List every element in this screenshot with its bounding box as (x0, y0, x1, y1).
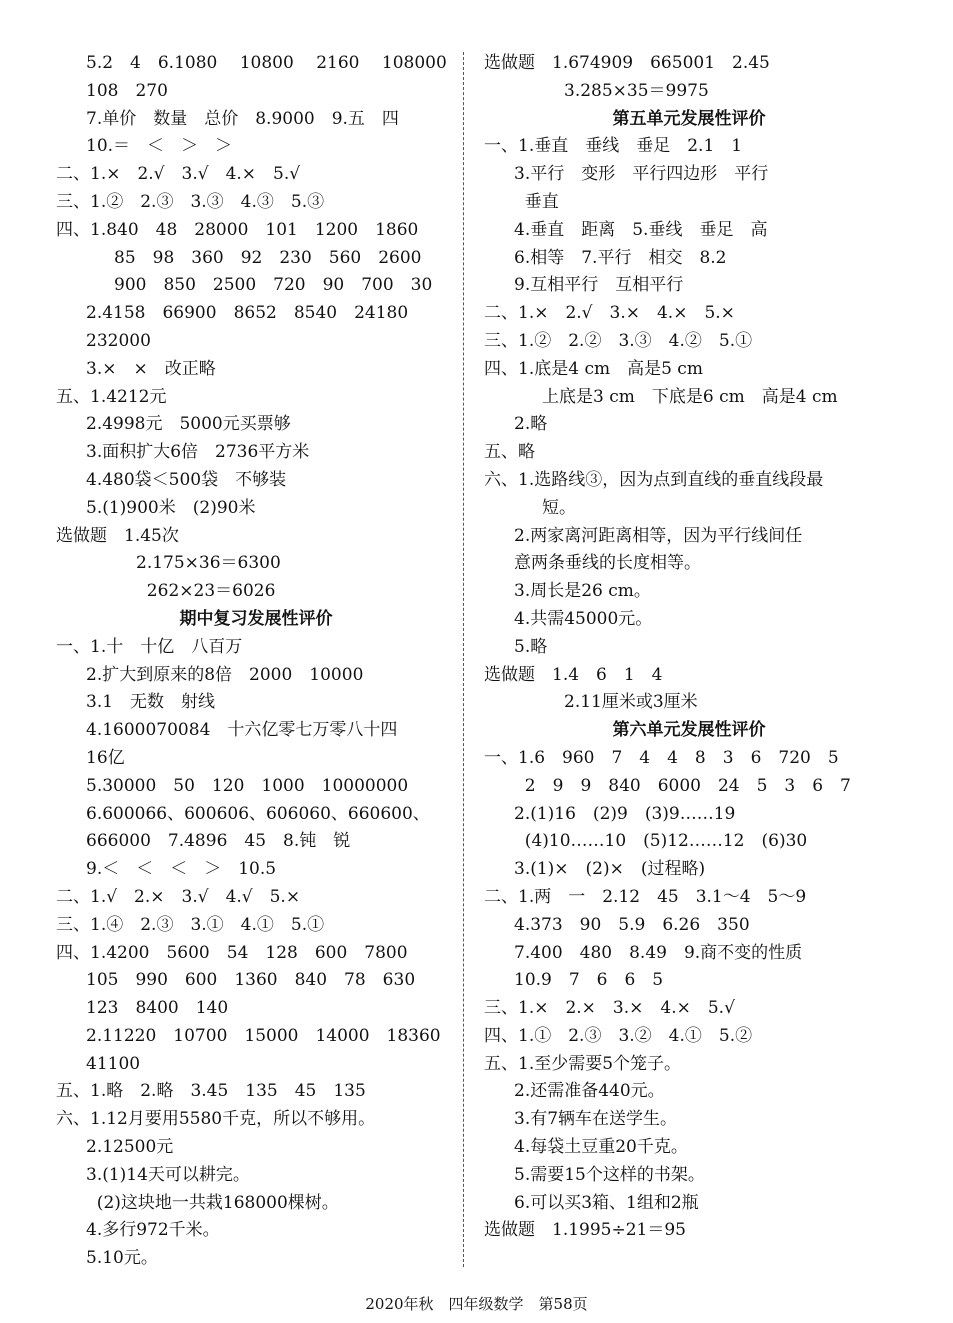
answer-line: 五、1.至少需要5个笼子。 (484, 1053, 682, 1074)
answer-line: 三、1.② 2.③ 3.③ 4.③ 5.③ (56, 191, 325, 212)
answer-line: 5.需要15个这样的书架。 (514, 1164, 705, 1185)
answer-line: 3.285×35＝9975 (564, 80, 709, 101)
answer-line: 3.(1)14天可以耕完。 (86, 1164, 250, 1185)
answer-line: 123 8400 140 (86, 998, 229, 1019)
right-column (484, 50, 894, 1245)
answer-line: 2.略 (514, 414, 548, 435)
answer-line: 四、1.840 48 28000 101 1200 1860 (56, 219, 419, 240)
answer-line: 5.30000 50 120 1000 10000000 (86, 775, 409, 796)
answer-line: 2.11220 10700 15000 14000 18360 (86, 1025, 441, 1046)
answer-line: 2.4998元 5000元买票够 (86, 414, 291, 435)
answer-line: 41100 (86, 1053, 141, 1074)
answer-line: 3.1 无数 射线 (86, 692, 216, 713)
answer-line: 垂直 (514, 191, 559, 212)
answer-line: 4.共需45000元。 (514, 608, 653, 629)
answer-line: 4.1600070084 十六亿零七万零八十四 (86, 720, 398, 741)
answer-line: 二、1.两 一 2.12 45 3.1～4 5～9 (484, 886, 807, 907)
answer-line: 666000 7.4896 45 8.钝 锐 (86, 831, 351, 852)
answer-line: 三、1.× 2.× 3.× 4.× 5.√ (484, 998, 735, 1019)
left-column (56, 50, 456, 1273)
answer-line: 3.平行 变形 平行四边形 平行 (514, 164, 769, 185)
answer-line: 5.2 4 6.1080 10800 2160 108000 (86, 53, 447, 73)
answer-line: 3.面积扩大6倍 2736平方米 (86, 442, 310, 463)
answer-line: 四、1.底是4 cm 高是5 cm (484, 358, 703, 379)
page-footer: 2020年秋 四年级数学 第58页 (365, 1295, 588, 1313)
answer-line: 一、1.十 十亿 八百万 (56, 636, 243, 657)
answer-line: 二、1.× 2.√ 3.√ 4.× 5.√ (56, 164, 301, 185)
answer-line: 三、1.④ 2.③ 3.① 4.① 5.① (56, 914, 325, 935)
answer-line: 9.＜ ＜ ＜ ＞ 10.5 (86, 859, 277, 880)
answer-line: 10.9 7 6 6 5 (514, 970, 664, 991)
answer-line: 四、1.4200 5600 54 128 600 7800 (56, 942, 408, 963)
answer-line: 4.多行972千米。 (86, 1220, 220, 1241)
answer-line: 一、1.垂直 垂线 垂足 2.1 1 (484, 136, 743, 157)
answer-line: 262×23＝6026 (136, 581, 276, 602)
answer-line: 6.相等 7.平行 相交 8.2 (514, 247, 727, 268)
answer-line: 105 990 600 1360 840 78 630 (86, 970, 416, 991)
answer-line: 2.还需准备440元。 (514, 1081, 665, 1102)
answer-line: 2.11厘米或3厘米 (564, 692, 698, 713)
answer-line: 4.373 90 5.9 6.26 350 (514, 914, 750, 935)
answer-line: 选做题 1.4 6 1 4 (484, 664, 663, 685)
answer-line: 六、1.12月要用5580千克，所以不够用。 (56, 1109, 376, 1130)
answer-line: 9.互相平行 互相平行 (514, 275, 684, 296)
answer-line: (2)这块地一共栽168000棵树。 (86, 1192, 339, 1213)
answer-line: 选做题 1.45次 (56, 525, 179, 546)
answer-line: 二、1.√ 2.× 3.√ 4.√ 5.× (56, 886, 301, 907)
answer-line: 2.175×36＝6300 (136, 553, 281, 574)
answer-line: 108 270 (86, 80, 168, 101)
answer-line: 选做题 1.1995÷21＝95 (484, 1220, 686, 1241)
answer-line: 短。 (542, 497, 576, 518)
answer-line: 五、略 (484, 442, 535, 463)
answer-line: 6.600066、600606、606060、660600、 (86, 803, 430, 824)
answer-line: 选做题 1.674909 665001 2.45 (484, 53, 770, 73)
answer-line: 2.(1)16 (2)9 (3)9……19 (514, 803, 736, 824)
answer-line: 4.每袋土豆重20千克。 (514, 1137, 688, 1158)
answer-line: 10.＝ ＜ ＞ ＞ (86, 136, 233, 157)
answer-line: 6.可以买3箱、1组和2瓶 (514, 1192, 699, 1213)
answer-line: 232000 (86, 330, 151, 351)
answer-line: 六、1.选路线③，因为点到直线的垂直线段最 (484, 469, 824, 490)
answer-line: 16亿 (86, 747, 125, 768)
answer-line: 二、1.× 2.√ 3.× 4.× 5.× (484, 303, 735, 324)
answer-line: 7.400 480 8.49 9.商不变的性质 (514, 942, 803, 963)
answer-line: 5.(1)900米 (2)90米 (86, 497, 256, 518)
answer-line: 3.周长是26 cm。 (514, 581, 651, 602)
answer-line: 85 98 360 92 230 560 2600 (114, 247, 422, 268)
answer-line: 五、1.4212元 (56, 386, 167, 407)
answer-line: 5.10元。 (86, 1248, 158, 1269)
answer-line: 3.有7辆车在送学生。 (514, 1109, 678, 1130)
answer-line: 一、1.6 960 7 4 4 8 3 6 720 5 (484, 747, 839, 768)
answer-line: 2 9 9 840 6000 24 5 3 6 7 (514, 775, 851, 796)
answer-line: 2.扩大到原来的8倍 2000 10000 (86, 664, 364, 685)
answer-line: 3.× × 改正略 (86, 358, 216, 379)
answer-line: 7.单价 数量 总价 8.9000 9.五 四 (86, 108, 399, 129)
answer-line: (4)10……10 (5)12……12 (6)30 (514, 831, 808, 852)
answer-line: 上底是3 cm 下底是6 cm 高是4 cm (542, 386, 838, 407)
answer-line: 2.12500元 (86, 1137, 174, 1158)
answer-line: 2.4158 66900 8652 8540 24180 (86, 303, 409, 324)
section-title: 第五单元发展性评价 (612, 108, 766, 129)
answer-line: 5.略 (514, 636, 548, 657)
column-divider (463, 52, 464, 1267)
section-title: 期中复习发展性评价 (179, 608, 333, 629)
answer-line: 意两条垂线的长度相等。 (514, 553, 701, 574)
answer-line: 四、1.① 2.③ 3.② 4.① 5.② (484, 1025, 753, 1046)
answer-line: 三、1.② 2.② 3.③ 4.② 5.① (484, 330, 753, 351)
answer-line: 2.两家离河距离相等，因为平行线间任 (514, 525, 803, 546)
answer-line: 3.(1)× (2)× (过程略) (514, 859, 706, 880)
answer-line: 4.垂直 距离 5.垂线 垂足 高 (514, 219, 768, 240)
section-title: 第六单元发展性评价 (612, 720, 766, 741)
answer-line: 900 850 2500 720 90 700 30 (114, 275, 433, 296)
answer-line: 五、1.略 2.略 3.45 135 45 135 (56, 1081, 366, 1102)
answer-line: 4.480袋＜500袋 不够装 (86, 469, 287, 490)
